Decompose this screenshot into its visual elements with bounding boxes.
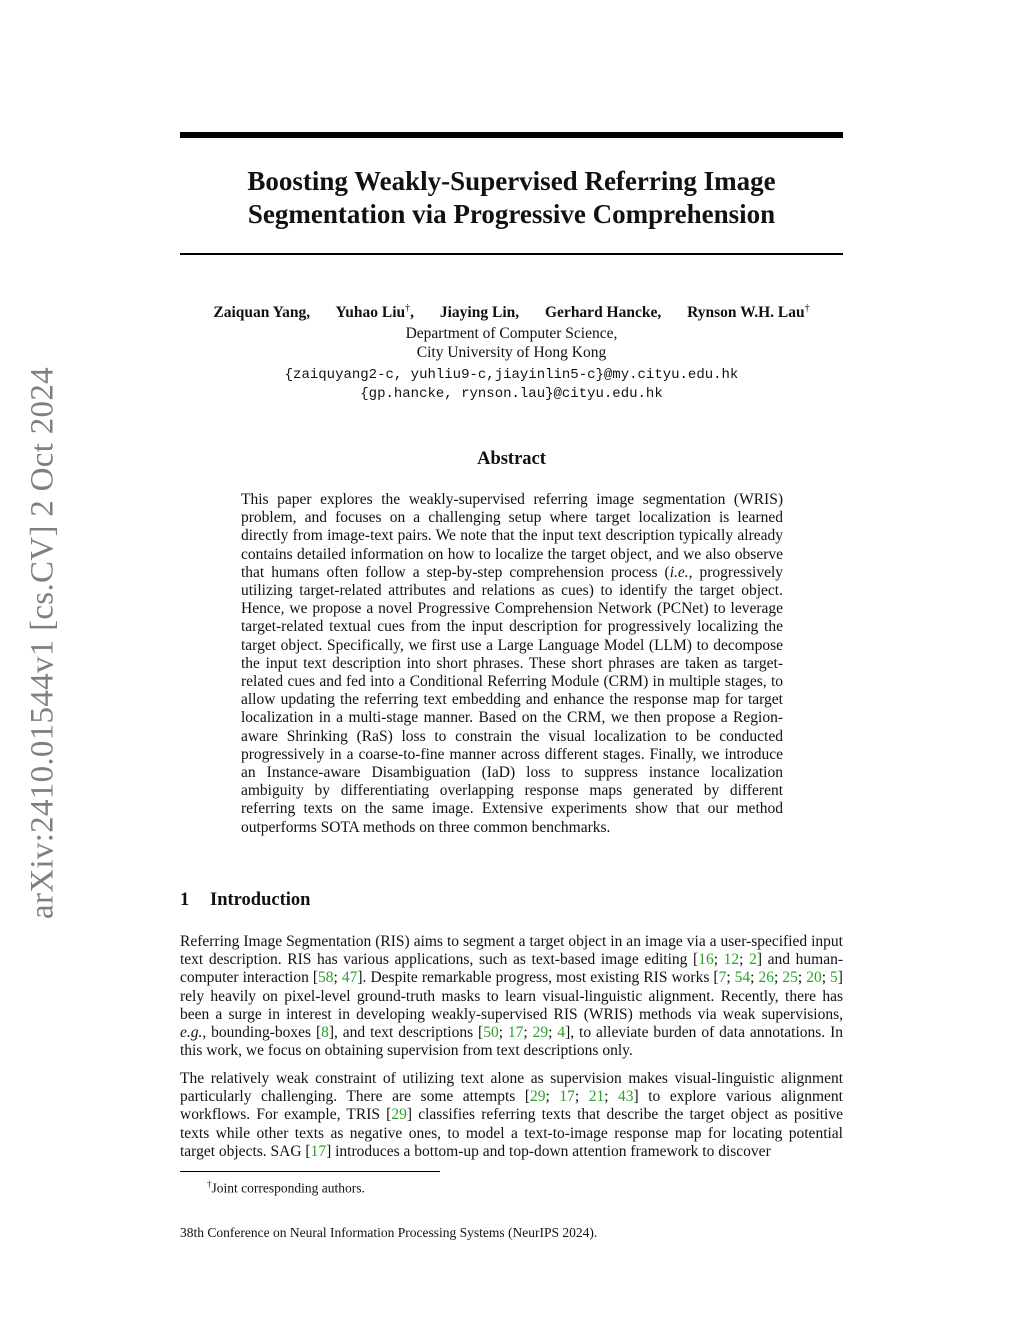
citation-link[interactable]: 2: [749, 951, 757, 969]
section-heading-introduction: [180, 890, 310, 911]
email-line: {gp.hancke, rynson.lau}@cityu.edu.hk: [360, 386, 663, 402]
citation-link[interactable]: 26: [758, 969, 774, 987]
author-list: Zaiquan Yang, Yuhao Liu†, Jiaying Lin, Gerhard Hancke, Rynson W.H. Lau†: [213, 303, 810, 322]
footnote-text: Joint corresponding authors.: [211, 1180, 365, 1196]
arxiv-identifier: arXiv:2410.01544v1 [cs.CV] 2 Oct 2024: [24, 367, 61, 919]
corresponding-mark: †: [405, 303, 411, 314]
footnote-mark: †: [207, 1179, 212, 1189]
citation-link[interactable]: 29: [391, 1106, 407, 1124]
citation-link[interactable]: 8: [321, 1024, 329, 1042]
author-name: Jiaying Lin,: [439, 304, 520, 322]
title-line-2: Segmentation via Progressive Comprehension: [247, 199, 776, 229]
abstract-text: This paper explores the weakly-supervised referring image segmentation (WRIS) problem, and focuses on a challenging setup where target localization is learned directly from image-text pairs. We note that the input text description typically already contains detailed information on how to localize the target object, and we also observe that humans often follow a step-by-step comprehension process (i.e., progressively utilizing target-related attributes and relations as cues) to identify the target object. Hence, we propose a novel Progressive Comprehension Network (PCNet) to leverage target-related textual cues from the input description for progressively localizing the target object. Specifically, we first use a Large Language Model (LLM) to decompose the input text description into short phrases. These short phrases are taken as target-related cues and fed into a Conditional Referring Module (CRM) in multiple stages, to allow updating the referring text embedding and enhance the response map for target localization in a multi-stage manner. Based on the CRM, we then propose a Region-aware Shrinking (RaS) loss to constrain the visual localization to be conducted progressively in a coarse-to-fine manner across different stages. Finally, we introduce an Instance-aware Disambiguation (IaD) loss to suppress instance localization ambiguity by differentiating overlapping response maps generated by different referring texts on the same image. Extensive experiments show that our method outperforms SOTA methods on three common benchmarks.: [241, 491, 783, 836]
affiliation-university: City University of Hong Kong: [416, 344, 607, 361]
author-name: Rynson W.H. Lau: [687, 304, 805, 322]
venue-note: 38th Conference on Neural Information Processing Systems (NeurIPS 2024).: [180, 1225, 598, 1240]
citation-link[interactable]: 20: [806, 969, 822, 987]
citation-link[interactable]: 29: [532, 1024, 549, 1042]
section-number: 1: [180, 890, 190, 910]
citation-link[interactable]: 29: [530, 1088, 546, 1106]
author-name: Yuhao Liu: [335, 304, 406, 322]
citation-link[interactable]: 54: [734, 969, 751, 987]
corresponding-mark: †: [804, 303, 810, 314]
section-title: Introduction: [210, 890, 311, 910]
title-top-rule: [180, 132, 843, 138]
citation-link[interactable]: 47: [341, 969, 358, 987]
citation-link[interactable]: 7: [718, 969, 727, 987]
intro-paragraph-1: Referring Image Segmentation (RIS) aims to segment a target object in an image via a user-specified input text description. RIS has various applications, such as text-based image editing [16; 12; 2] and human-computer interaction [58; 47]. Despite remarkable progress, most existing RIS works [7; 54; 26; 25; 20; 5] rely heavily on pixel-level ground-truth masks to learn visual-linguistic alignment. Recently, there has been a surge in interest in developing weakly-supervised RIS (WRIS) methods via weak supervisions, e.g., bounding-boxes [8], and text descriptions [50; 17; 29; 4], to alleviate burden of data annotations. In this work, we focus on obtaining supervision from text descriptions only.: [180, 933, 843, 1060]
abstract-heading: Abstract: [477, 449, 546, 469]
citation-link[interactable]: 12: [723, 951, 740, 969]
citation-link[interactable]: 25: [782, 969, 798, 987]
affiliation: [180, 324, 843, 362]
citation-link[interactable]: 5: [830, 969, 838, 987]
citation-link[interactable]: 17: [507, 1024, 524, 1042]
citation-link[interactable]: 16: [698, 951, 714, 969]
paper-title: [180, 165, 843, 231]
citation-link[interactable]: 58: [318, 969, 334, 987]
citation-link[interactable]: 17: [310, 1142, 327, 1160]
title-bottom-rule: [180, 253, 843, 255]
citation-link[interactable]: 4: [557, 1024, 566, 1042]
citation-link[interactable]: 17: [559, 1088, 575, 1106]
affiliation-department: Department of Computer Science,: [405, 325, 618, 342]
citation-link[interactable]: 21: [588, 1088, 605, 1106]
citation-link[interactable]: 43: [618, 1088, 634, 1106]
citation-link[interactable]: 50: [483, 1024, 499, 1042]
title-line-1: Boosting Weakly-Supervised Referring Image: [247, 166, 776, 196]
author-emails: [180, 366, 843, 404]
intro-paragraph-2: The relatively weak constraint of utilizing text alone as supervision makes visual-linguistic alignment particularly challenging. There are some attempts [29; 17; 21; 43] to explore various alignment workflows. For example, TRIS [29] classifies referring texts that describe the target object as positive texts while other texts as negative ones, to model a text-to-image response map for locating potential target objects. SAG [17] introduces a bottom-up and top-down attention framework to discover: [180, 1070, 843, 1160]
author-name: Zaiquan Yang,: [213, 304, 311, 322]
email-line: {zaiquyang2-c, yuhliu9-c,jiayinlin5-c}@my.cityu.edu.hk: [284, 367, 739, 383]
author-name: Gerhard Hancke,: [545, 304, 662, 322]
footnote-divider: [180, 1171, 440, 1172]
footnote: [207, 1176, 365, 1197]
